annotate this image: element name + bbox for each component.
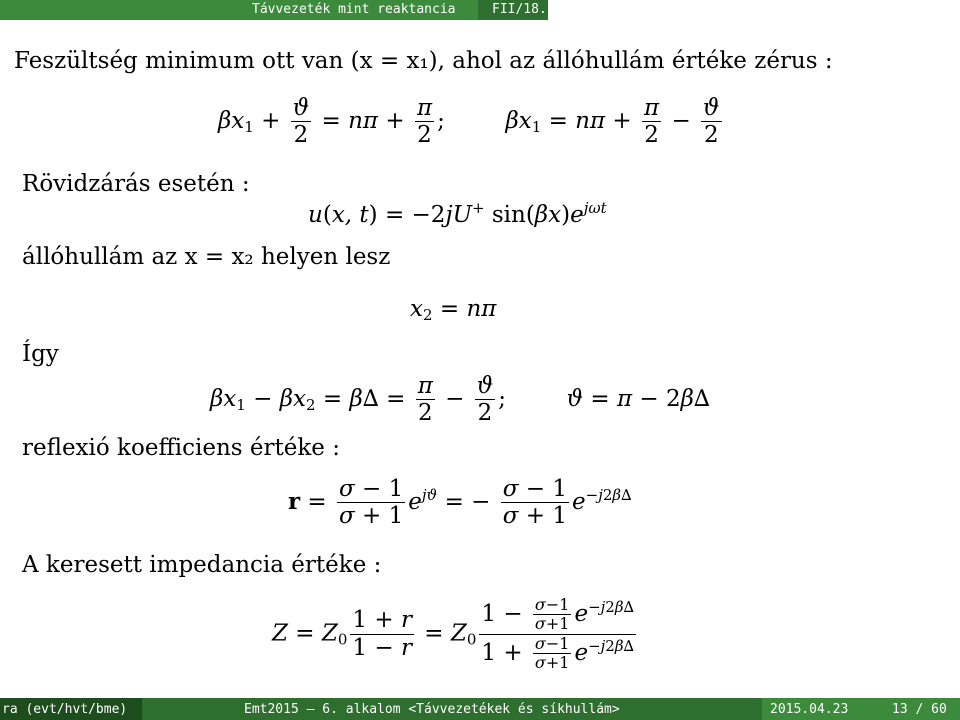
equation-impedance: $Z = Z_0$ $\frac{1 + r}{1 - r}$ = $Z_0$ 1 − $\frac{\sigma-1}{\sigma+1}$ $e^{-j2\beta\Delta}$ 1 + $\frac{\sigma-1}{\sigma+1}$ $e^{-j2\beta\Delta}$ xyxy=(272,595,634,673)
equation-voltage: u(x, t) = −2jU+ $\sin(\beta x)e^{j\omega t}$ xyxy=(308,199,607,228)
shortcircuit-text: Rövidzárás esetén : xyxy=(22,171,250,197)
footer-author-box xyxy=(0,698,142,720)
reflection-text: reflexió koefficiens értéke : xyxy=(22,435,340,461)
section-tab[interactable] xyxy=(0,0,478,20)
intro-text: Feszültség minimum ott van (x = x₁), ahol az állóhullám értéke zérus : xyxy=(14,48,833,74)
equation-x2: $x_2 = n\pi$ xyxy=(410,296,497,324)
footer-date: 2015.04.23 xyxy=(770,702,849,717)
footer-bar xyxy=(0,698,960,720)
footer-course: Emt2015 – 6. alkalom <Távvezetékek és síkhullám> xyxy=(244,702,620,717)
footer-author: ra (evt/hvt/bme) xyxy=(2,702,128,717)
standing-wave-text: állóhullám az x = x₂ helyen lesz xyxy=(22,244,391,270)
impedance-text: A keresett impedancia értéke : xyxy=(22,552,382,578)
equation-delta: $\beta x_1 - \beta x_2 = \beta\Delta$ = $\frac{\pi}{2}$ − $\frac{ϑ}{2}$ ; ϑ = π − 2β∆ xyxy=(210,373,710,427)
equation-min-condition: $\beta x_1$ + $\frac{ϑ}{2}$ = nπ + $\frac{\pi}{2}$ ; $\beta x_1 = n\pi$ + $\frac{\pi}{2}$ − $\frac{ϑ}{2}$ xyxy=(218,95,720,149)
section-title: Távvezeték mint reaktancia xyxy=(252,2,456,17)
top-navigation-bar xyxy=(0,0,960,20)
footer-date-page-box xyxy=(762,698,960,720)
igy-text: Így xyxy=(22,341,59,367)
footer-course-box xyxy=(142,698,762,720)
subsection-tab[interactable] xyxy=(478,0,548,20)
equation-reflection: r = $\frac{\sigma - 1}{\sigma + 1}$ $e^{jϑ}$ = − $\frac{\sigma - 1}{\sigma + 1}$ $e^{-j2\beta\Delta}$ xyxy=(288,476,632,530)
footer-page-number[interactable]: 13 / 60 xyxy=(892,702,947,717)
subsection-title: FII/18. xyxy=(492,2,547,17)
